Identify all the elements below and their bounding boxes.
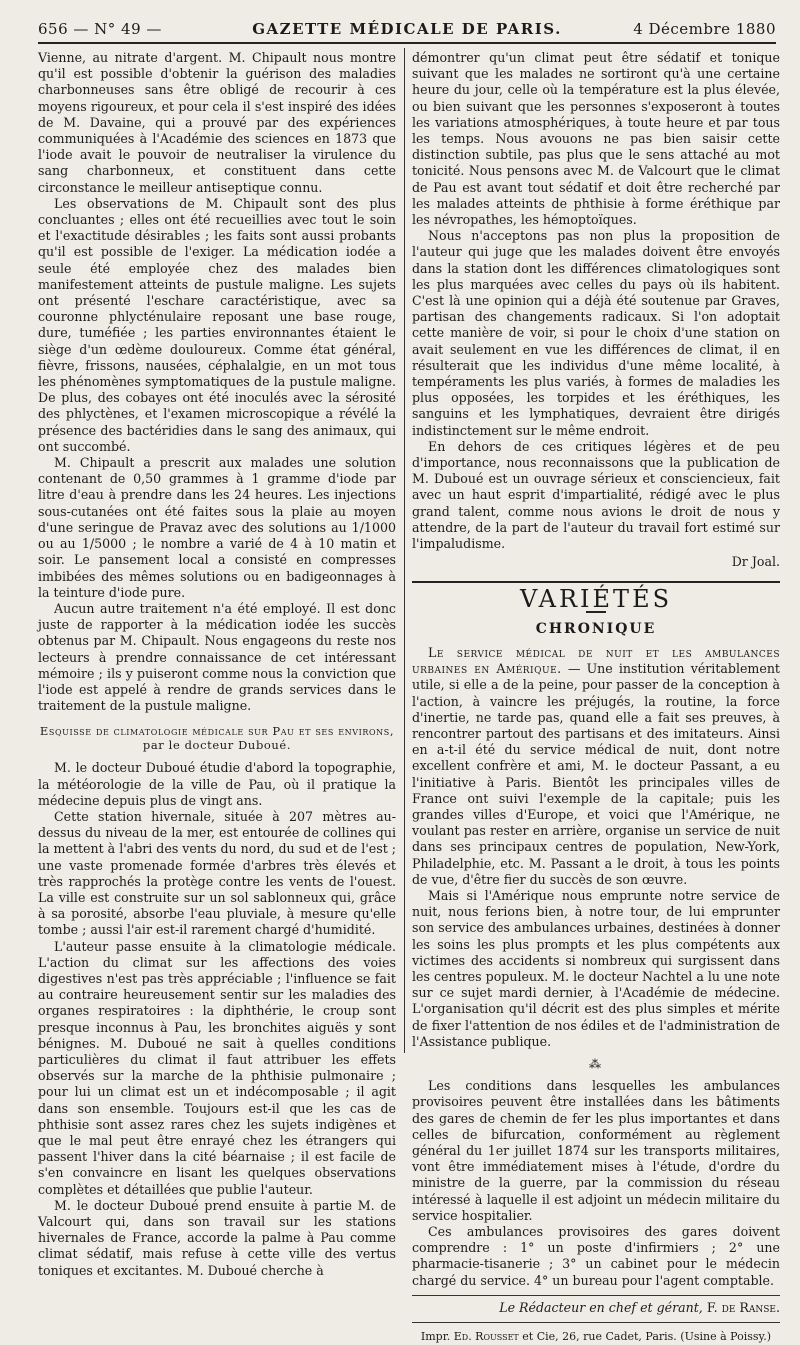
column-divider [404,48,405,1053]
section-title-line: Esquisse de climatologie médicale sur Pau et ses environs, [39,724,395,739]
editor-name: F. de Ranse. [706,1299,780,1315]
paragraph: L'auteur passe ensuite à la climatologie médicale. L'action du climat sur les affections des voies digestives n'est pas très appréciable ; l'influence se fait au contraire heureusement sentir sur les maladies des organes respiratoires : la diphthérie, le croup sont presque inconnus à Pau, les bronchites aiguës y sont bénignes. M. Duboué ne sait à quelles conditions particulières du climat il faut attribuer les effets observés sur la marche de la phthisie pulmonaire ; pour lui un climat est un et indécomposable ; il agit dans son ensemble. Toujours est-il que les cas de phthisie sont assez rares chez les sujets indigènes et que le mal peut être enrayé chez les étrangers qui passent l'hiver dans la cité béarnaise ; il est facile de s'en convaincre en lisant les quelques observations complètes et détaillées que publie l'auteur. [38,938,396,1197]
right-column [412,50,780,1345]
footer-rule [412,1322,780,1323]
imprint-address: et Cie, 26, rue Cadet, Paris. (Usine à Poissy.) [518,1330,772,1344]
author-signature: Dr Joal. [731,554,780,570]
varietes-heading: VARIÉTÉS [519,584,673,613]
asterism-separator: ⁂ [589,1056,603,1071]
paragraph: Mais si l'Amérique nous emprunte notre service de nuit, nous ferions bien, à notre tour, de lui emprunter son service des ambulances urbaines, destinées à donner les soins les plus prompts et les plus compétents aux victimes des accidents si nombreux qui surgissent dans les centres populeux. M. le docteur Nachtel a lu une note sur ce sujet mardi dernier, à l'Académie de médecine. L'organisation qu'il décrit est des plus simples et mérite de fixer l'attention de nos édiles et de l'administration de l'Assistance publique. [412,887,780,1049]
paragraph: M. le docteur Duboué prend ensuite à partie M. de Valcourt qui, dans son travail sur les stations hivernales de France, accorde la palme à Pau comme climat sédatif, mais refuse à cette ville des vertus toniques et excitantes. M. Duboué cherche à [38,1197,396,1278]
paragraph: Aucun autre traitement n'a été employé. Il est donc juste de rapporter à la médication iodée les succès obtenus par M. Chipault. Nous engageons du reste nos lecteurs à prendre connaissance de cet intéressant mémoire ; ils y puiseront comme nous la conviction que l'iode est appelé à rendre de grands services dans le traitement de la pustule maligne. [38,600,396,714]
footer-rule [412,1295,780,1296]
paragraph: M. Chipault a prescrit aux malades une solution contenant de 0,50 grammes à 1 gramme d'iode par litre d'eau à prendre dans les 24 heures. Les injections sous-cutanées ont été faites sous la plaie au moyen d'une seringue de Pravaz avec des solutions au 1/1000 ou au 1/5000 ; le nombre a varié de 4 à 10 matin et soir. Le pansement local a consisté en compresses imbibées des mêmes solutions ou en badigeonnages à la teinture d'iode pure. [38,455,396,600]
chronique-heading: CHRONIQUE [535,620,657,637]
printer-name: Ed. Rousset [453,1330,519,1344]
paragraph: En dehors de ces critiques légères et de peu d'importance, nous reconnaissons que la publication de M. Duboué est un ouvrage sérieux et consciencieux, fait avec un haut esprit d'impartialité, rédigé avec le plus grand talent, comme nous avions le droit de nous y attendre, de la part de l'auteur du travail fort estimé sur l'impaludisme. [412,438,780,552]
imprint-prefix: Impr. [420,1330,454,1344]
section-title [38,724,396,752]
page-header [38,18,776,44]
paragraph: Les observations de M. Chipault sont des plus concluantes ; elles ont été recueillies avec tout le soin et l'exactitude désirables ; les faits sont aussi probants qu'il est possible de l'exiger. La médication iodée a seule été employée chez des malades bien manifestement atteints de pustule maligne. Les sujets ont présenté l'eschare caractéristique, avec sa couronne phlycténulaire reposant une base rouge, dure, tuméfiée ; les parties environnantes étaient le siège d'un œdème douloureux. Comme état général, fièvre, frissons, nausées, céphalalgie, en un mot tous les phénomènes symptomatiques de la pustule maligne. De plus, des cobayes ont été inoculés avec la sérosité des phlyctènes, et l'examen microscopique a révélé la présence des bactéridies dans le sang des animaux, qui ont succombé. [38,195,396,454]
lead-text: — Une institution véritablement utile, si elle a de la peine, pour passer de la conception à l'action, à vaincre les préjugés, la routine, la force d'inertie, ne tarde pas, quand elle a fait ses preuves, à rencontrer partout des partisans et des imitateurs. Ainsi en a-t-il été du service médical de nuit, dont notre excellent confrère et ami, M. le docteur Passant, a eu l'initiative à Paris. Bientôt les principales villes de France ont suivi l'exemple de la capitale; puis les grandes villes d'Europe, et voici que l'Amérique, ne voulant pas rester en arrière, organise un service de nuit dans ses principaux centres de population, New-York, Philadelphie, etc. M. Passant a le droit, à tous les points de vue, d'être fier du succès de son œuvre. [412,661,780,887]
paragraph [412,645,780,888]
imprint-line [412,1329,780,1345]
paragraph: Les conditions dans lesquelles les ambulances provisoires peuvent être installées dans les bâtiments des gares de chemin de fer les plus importantes et dans celles de bifurcation, conformément au règlement général du 1er juillet 1874 sur les transports militaires, vont être immédiatement mises à l'étude, d'ordre du ministre de la guerre, par la commission du réseau intéressé à laquelle il est adjoint un médecin militaire du service hospitalier. [412,1078,780,1223]
paragraph: Vienne, au nitrate d'argent. M. Chipault nous montre qu'il est possible d'obtenir la guérison des maladies charbonneuses sans être obligé de recourir à ces moyens rigoureux, et pour cela il s'est inspiré des idées de M. Davaine, qui a prouvé par des expériences communiquées à l'Académie des sciences en 1873 que l'iode avait le pouvoir de neutraliser la virulence du sang charbonneux, et constituent dans cette circonstance le meilleur antiseptique connu. [38,50,396,195]
paragraph: Ces ambulances provisoires des gares doivent comprendre : 1° un poste d'infirmiers ; 2° une pharmacie-tisanerie ; 3° un cabinet pour le médecin chargé du service. 4° un bureau pour l'agent comptable. [412,1224,780,1288]
journal-title: GAZETTE MÉDICALE DE PARIS. [252,20,562,38]
paragraph: démontrer qu'un climat peut être sédatif et tonique suivant que les malades ne sortiront qu'à une certaine heure du jour, celle où la température est la plus élevée, ou bien suivant que les personnes s'exposeront à toutes les variations atmosphériques, à toute heure et par tous les temps. Nous avouons ne pas bien saisir cette distinction subtile, pas plus que le sens attaché au mot tonicité. Nous pensons avec M. de Valcourt que le climat de Pau est avant tout sédatif et doit être recherché par les malades atteints de phthisie à forme éréthique par les névropathes, les hémoptoïques. [412,50,780,228]
editor-line [412,1300,780,1316]
section-title-author: par le docteur Duboué. [142,738,292,753]
page-number: 656 — N° 49 — [38,20,162,38]
paragraph: Nous n'acceptons pas non plus la proposition de l'auteur qui juge que les malades doivent être envoyés dans la station dont les différences climatologiques sont les plus marquées avec celles du pays où ils habitent. C'est là une opinion qui a déjà été soutenue par Graves, partisan des changements radicaux. Si l'on adoptait cette manière de voir, si pour le choix d'une station on avait seulement en vue les différences de climat, il en résulterait que les individus d'une même localité, à tempéraments les plus variés, à formes de maladies les plus opposées, les torpides et les éréthiques, les sanguins et les lymphatiques, devraient être dirigés indistinctement sur le même endroit. [412,228,780,438]
paragraph: M. le docteur Duboué étudie d'abord la topographie, la météorologie de la ville de Pau, où il pratique la médecine depuis plus de vingt ans. [38,760,396,808]
section-divider [412,581,780,583]
lead-title: Le service médical de nuit et les ambulances urbaines en Amérique. [412,644,780,677]
paragraph: Cette station hivernale, située à 207 mètres au-dessus du niveau de la mer, est entourée de collines qui la mettent à l'abri des vents du nord, du sud et de l'est ; une vaste promenade formée d'arbres très élevés et très rapprochés la protège contre les vents de l'ouest. La ville est construite sur un sol sablonneux qui, grâce à sa porosité, absorbe l'eau pluviale, à mesure qu'elle tombe ; aussi l'air est-il rarement chargé d'humidité. [38,808,397,938]
editor-prefix: Le Rédacteur en chef et gérant, [499,1299,707,1315]
issue-date: 4 Décembre 1880 [633,20,776,38]
left-column [38,50,396,1279]
